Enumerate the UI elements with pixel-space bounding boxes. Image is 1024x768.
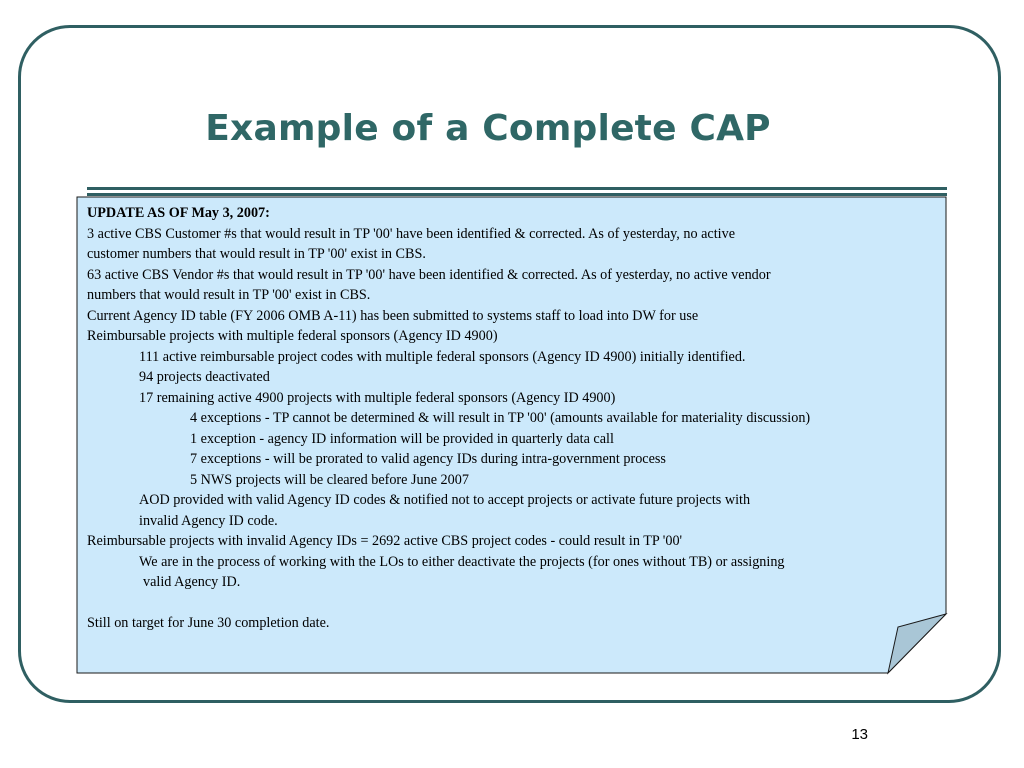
note-line: 3 active CBS Customer #s that would result in TP '00' have been identified & corrected. As of yesterday, no active: [87, 225, 735, 242]
note-line: customer numbers that would result in TP '00' exist in CBS.: [87, 246, 426, 262]
note-line-indent-1: 111 active reimbursable project codes with multiple federal sponsors (Agency ID 4900) initially identified.: [139, 348, 746, 365]
note-line: Reimbursable projects with invalid Agency IDs = 2692 active CBS project codes - could result in TP '00': [87, 533, 683, 549]
note-line: Reimbursable projects with multiple federal sponsors (Agency ID 4900): [87, 328, 498, 344]
note-line-indent-1: We are in the process of working with the LOs to either deactivate the projects (for ones without TB) or assigning: [139, 553, 785, 570]
note-line-indent-2: 5 NWS projects will be cleared before June 2007: [190, 471, 469, 488]
note-line-indent-1: valid Agency ID.: [143, 574, 241, 590]
note-line: Current Agency ID table (FY 2006 OMB A-11) has been submitted to systems staff to load into DW for use: [87, 307, 699, 324]
note-line-indent-2: 7 exceptions - will be prorated to valid agency IDs during intra-government process: [190, 451, 666, 467]
note-line: Still on target for June 30 completion date.: [87, 615, 330, 631]
page-number: 13: [851, 726, 868, 743]
note-blank-line: [87, 593, 945, 614]
note-line-indent-2: 1 exception - agency ID information will be provided in quarterly data call: [190, 430, 614, 447]
slide-title: Example of a Complete CAP: [205, 108, 771, 149]
note-line-indent-1: invalid Agency ID code.: [139, 512, 278, 529]
note-line-indent-1: AOD provided with valid Agency ID codes & notified not to accept projects or activate future projects with: [139, 492, 751, 508]
note-heading: UPDATE AS OF May 3, 2007:: [87, 205, 270, 221]
note-line: 63 active CBS Vendor #s that would result in TP '00' have been identified & corrected. As of yesterday, no active vendor: [87, 266, 771, 283]
note-text: [87, 203, 945, 634]
note-line-indent-1: 17 remaining active 4900 projects with multiple federal sponsors (Agency ID 4900): [139, 389, 616, 406]
note-line-indent-2: 4 exceptions - TP cannot be determined & will result in TP '00' (amounts available for materiality discussion): [190, 410, 811, 426]
note-line: numbers that would result in TP '00' exist in CBS.: [87, 287, 371, 303]
note-line-indent-1: 94 projects deactivated: [139, 369, 270, 385]
